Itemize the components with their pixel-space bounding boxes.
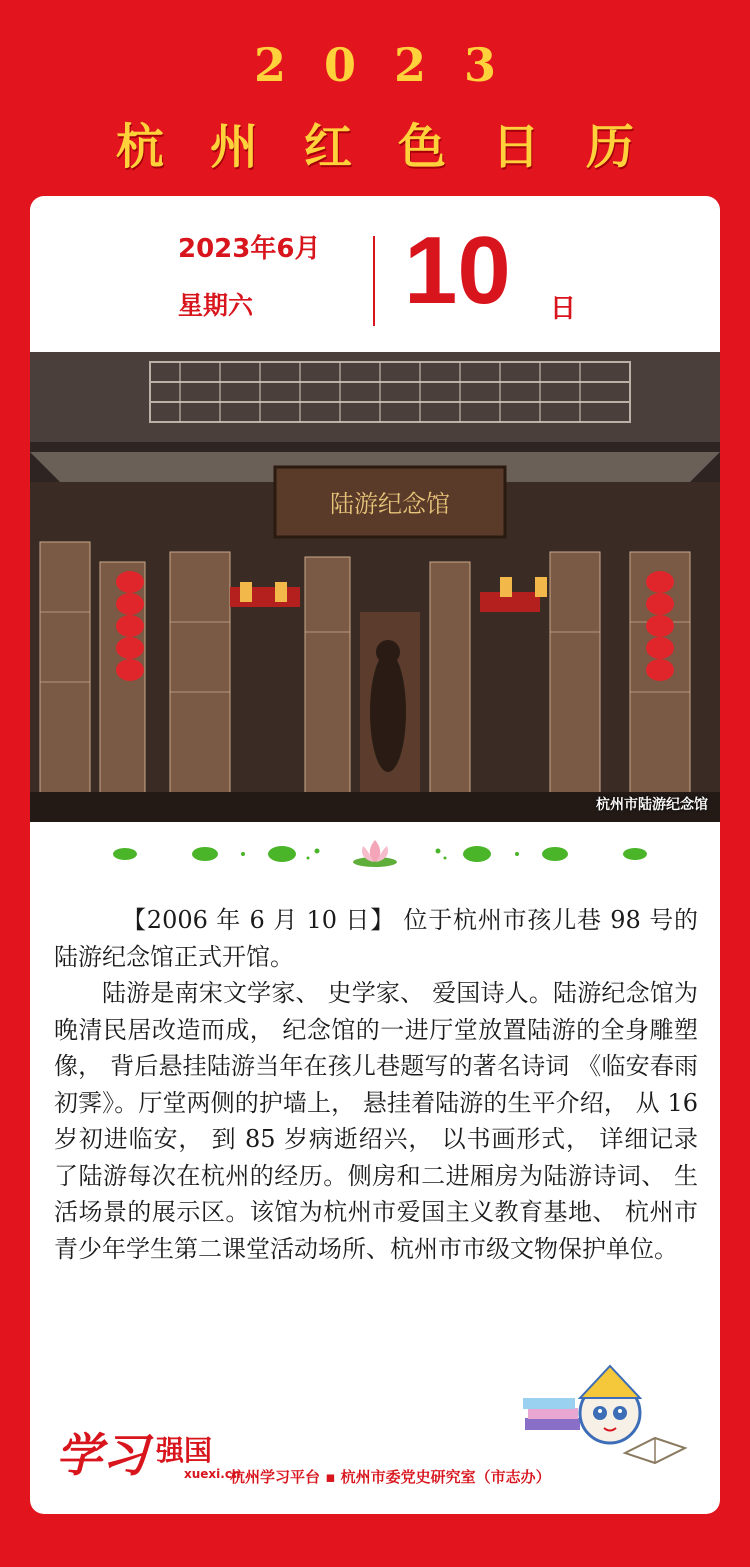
footer-credits: 杭州学习平台 ▪ 杭州市委党史研究室（市志办）: [230, 1468, 551, 1486]
article-paragraph-2: 陆游是南宋文学家、 史学家、 爱国诗人。陆游纪念馆为晚清民居改造而成， 纪念馆的一进厅堂放置陆游的全身雕塑像， 背后悬挂陆游当年在孩儿巷题写的著名诗词 《临安春雨初霁》。厅堂两侧的护墙上， 悬挂着陆游的生平介绍， 从 16 岁初进临安， 到 85 岁病逝绍兴， 以书画形式， 详细记录了陆游每次在杭州的经历。侧房和二进厢房为陆游诗词、 生活场景的展示区。该馆为杭州市爱国主义教育基地、 杭州市青少年学生第二课堂活动场所、杭州市市级文物保护单位。: [54, 979, 698, 1263]
logo-text: 强国: [156, 1434, 213, 1467]
day-unit: 日: [550, 294, 577, 324]
xuexi-logo: [56, 1416, 256, 1486]
museum-photo: [30, 352, 720, 822]
weekday: 星期六: [178, 291, 254, 320]
article-paragraph-1: 【2006 年 6 月 10 日】 位于杭州市孩儿巷 98 号的陆游纪念馆正式开馆。: [54, 906, 698, 971]
day-number: 10: [404, 217, 511, 324]
sign-board-text: 陆游纪念馆: [330, 490, 450, 518]
logo-script: 学习: [56, 1428, 148, 1482]
header-year: 2023: [253, 38, 535, 92]
book-stack-icon: [523, 1398, 580, 1430]
open-book-icon: [625, 1438, 685, 1463]
mascot-illustration: [520, 1358, 690, 1468]
museum-illustration: [30, 352, 720, 822]
calendar-card: [30, 196, 720, 1514]
lotus-leaf-divider: [30, 836, 720, 872]
logo-url: xuexi.cn: [184, 1467, 241, 1481]
article-body: [54, 902, 698, 1267]
lotus-flower-icon: [353, 840, 397, 867]
date-divider: [373, 236, 375, 326]
photo-caption: 杭州市陆游纪念馆: [596, 797, 708, 813]
mascot-icon: [580, 1366, 640, 1443]
header-title: 杭州红色日历: [115, 119, 680, 175]
year-month: 2023年6月: [178, 234, 321, 264]
